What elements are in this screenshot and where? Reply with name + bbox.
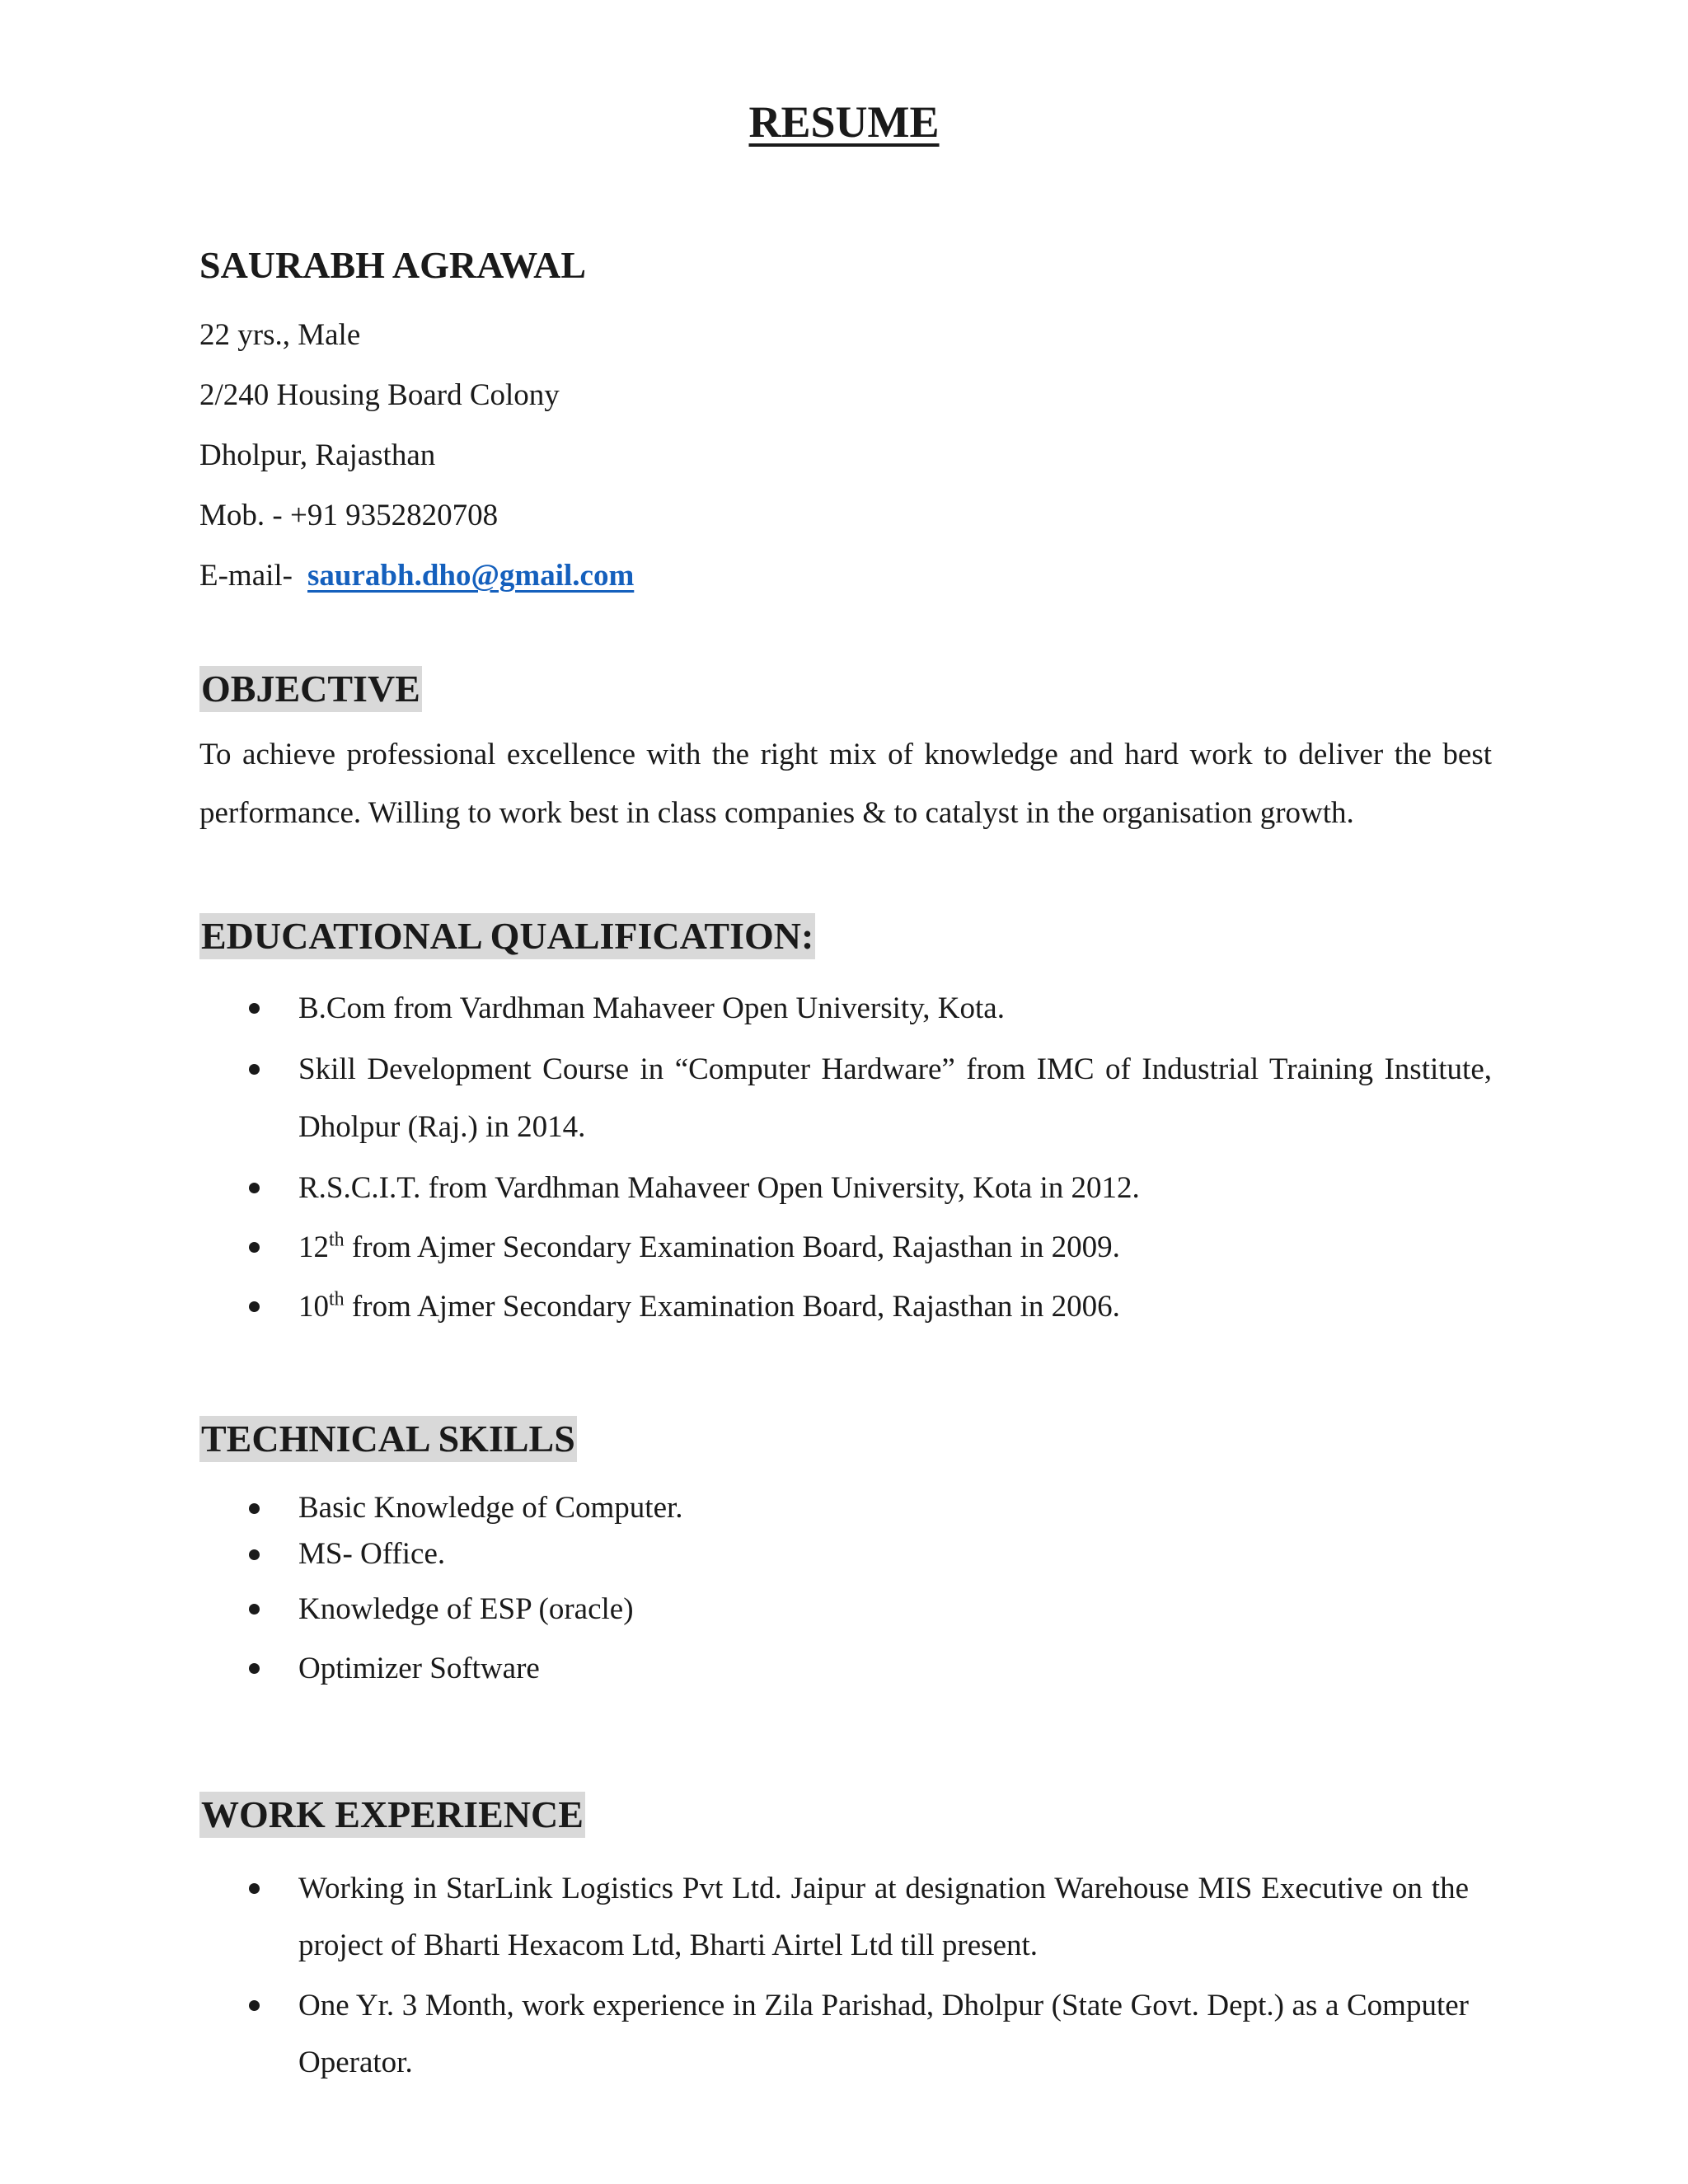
- age-gender: 22 yrs., Male: [199, 318, 361, 352]
- list-item: [199, 1640, 1492, 1698]
- education-item-text: from Ajmer Secondary Examination Board, Rajasthan in 2006.: [344, 1290, 1120, 1324]
- email-row: [199, 546, 634, 606]
- education-item-text: R.S.C.I.T. from Vardhman Mahaveer Open University, Kota in 2012.: [298, 1171, 1140, 1205]
- list-item: [199, 1160, 1492, 1217]
- bullet-icon: [249, 2000, 260, 2011]
- bullet-icon: [249, 1503, 260, 1514]
- bullet-icon: [249, 1663, 260, 1674]
- skills-list: [199, 1485, 1492, 1698]
- bullet-icon: [249, 1549, 260, 1560]
- skill-item-text: MS- Office.: [298, 1537, 446, 1571]
- bullet-icon: [249, 1242, 260, 1253]
- candidate-name: SAURABH AGRAWAL: [199, 244, 587, 286]
- education-item-grade: 12: [298, 1230, 329, 1264]
- skill-item-text: Optimizer Software: [298, 1652, 540, 1685]
- address-line-2: Dholpur, Rajasthan: [199, 438, 436, 472]
- education-item-text: from Ajmer Secondary Examination Board, Rajasthan in 2009.: [344, 1230, 1120, 1264]
- experience-item-text: Working in StarLink Logistics Pvt Ltd. Jaipur at designation Warehouse MIS Executive on the project of Bharti Hexacom Ltd, Bharti Airtel Ltd till present.: [298, 1872, 1469, 1962]
- skills-heading: TECHNICAL SKILLS: [199, 1416, 577, 1462]
- list-item: [199, 1485, 1492, 1531]
- bullet-icon: [249, 1183, 260, 1193]
- list-item: [199, 980, 1492, 1038]
- experience-list: [199, 1860, 1469, 2091]
- education-item-grade: 10: [298, 1290, 329, 1324]
- list-item: [199, 1531, 1492, 1577]
- mobile-number: Mob. - +91 9352820708: [199, 499, 499, 532]
- ordinal-suffix: th: [329, 1288, 345, 1310]
- objective-text: To achieve professional excellence with the right mix of knowledge and hard work to deliver the best performance. Willing to work best in class companies & to catalyst in the organisation growth.: [199, 738, 1492, 830]
- objective-heading: OBJECTIVE: [199, 666, 422, 712]
- bullet-icon: [249, 1604, 260, 1615]
- list-item: [199, 1581, 1492, 1638]
- skill-item-text: Basic Knowledge of Computer.: [298, 1491, 683, 1525]
- list-item: [199, 1977, 1469, 2091]
- education-item-text: B.Com from Vardhman Mahaveer Open University, Kota.: [298, 991, 1005, 1025]
- address-line-1: 2/240 Housing Board Colony: [199, 378, 560, 412]
- bullet-icon: [249, 1883, 260, 1894]
- email-link[interactable]: saurabh.dho@gmail.com: [307, 559, 635, 593]
- email-label: E-mail-: [199, 559, 293, 593]
- list-item: [199, 1860, 1469, 1974]
- list-item: [199, 1041, 1492, 1156]
- education-item-text: Skill Development Course in “Computer Hardware” from IMC of Industrial Training Institute, Dholpur (Raj.) in 2014.: [298, 1052, 1492, 1144]
- bullet-icon: [249, 1003, 260, 1014]
- skill-item-text: Knowledge of ESP (oracle): [298, 1592, 634, 1626]
- page-title: RESUME: [748, 97, 940, 147]
- education-heading: EDUCATIONAL QUALIFICATION:: [199, 913, 815, 959]
- education-list: [199, 980, 1492, 1336]
- list-item: [199, 1219, 1492, 1277]
- ordinal-suffix: th: [329, 1229, 345, 1251]
- bullet-icon: [249, 1301, 260, 1312]
- contact-block: [199, 305, 634, 606]
- list-item: [199, 1278, 1492, 1336]
- experience-heading: WORK EXPERIENCE: [199, 1792, 585, 1838]
- experience-item-text: One Yr. 3 Month, work experience in Zila Parishad, Dholpur (State Govt. Dept.) as a Computer Operator.: [298, 1989, 1469, 2079]
- bullet-icon: [249, 1064, 260, 1075]
